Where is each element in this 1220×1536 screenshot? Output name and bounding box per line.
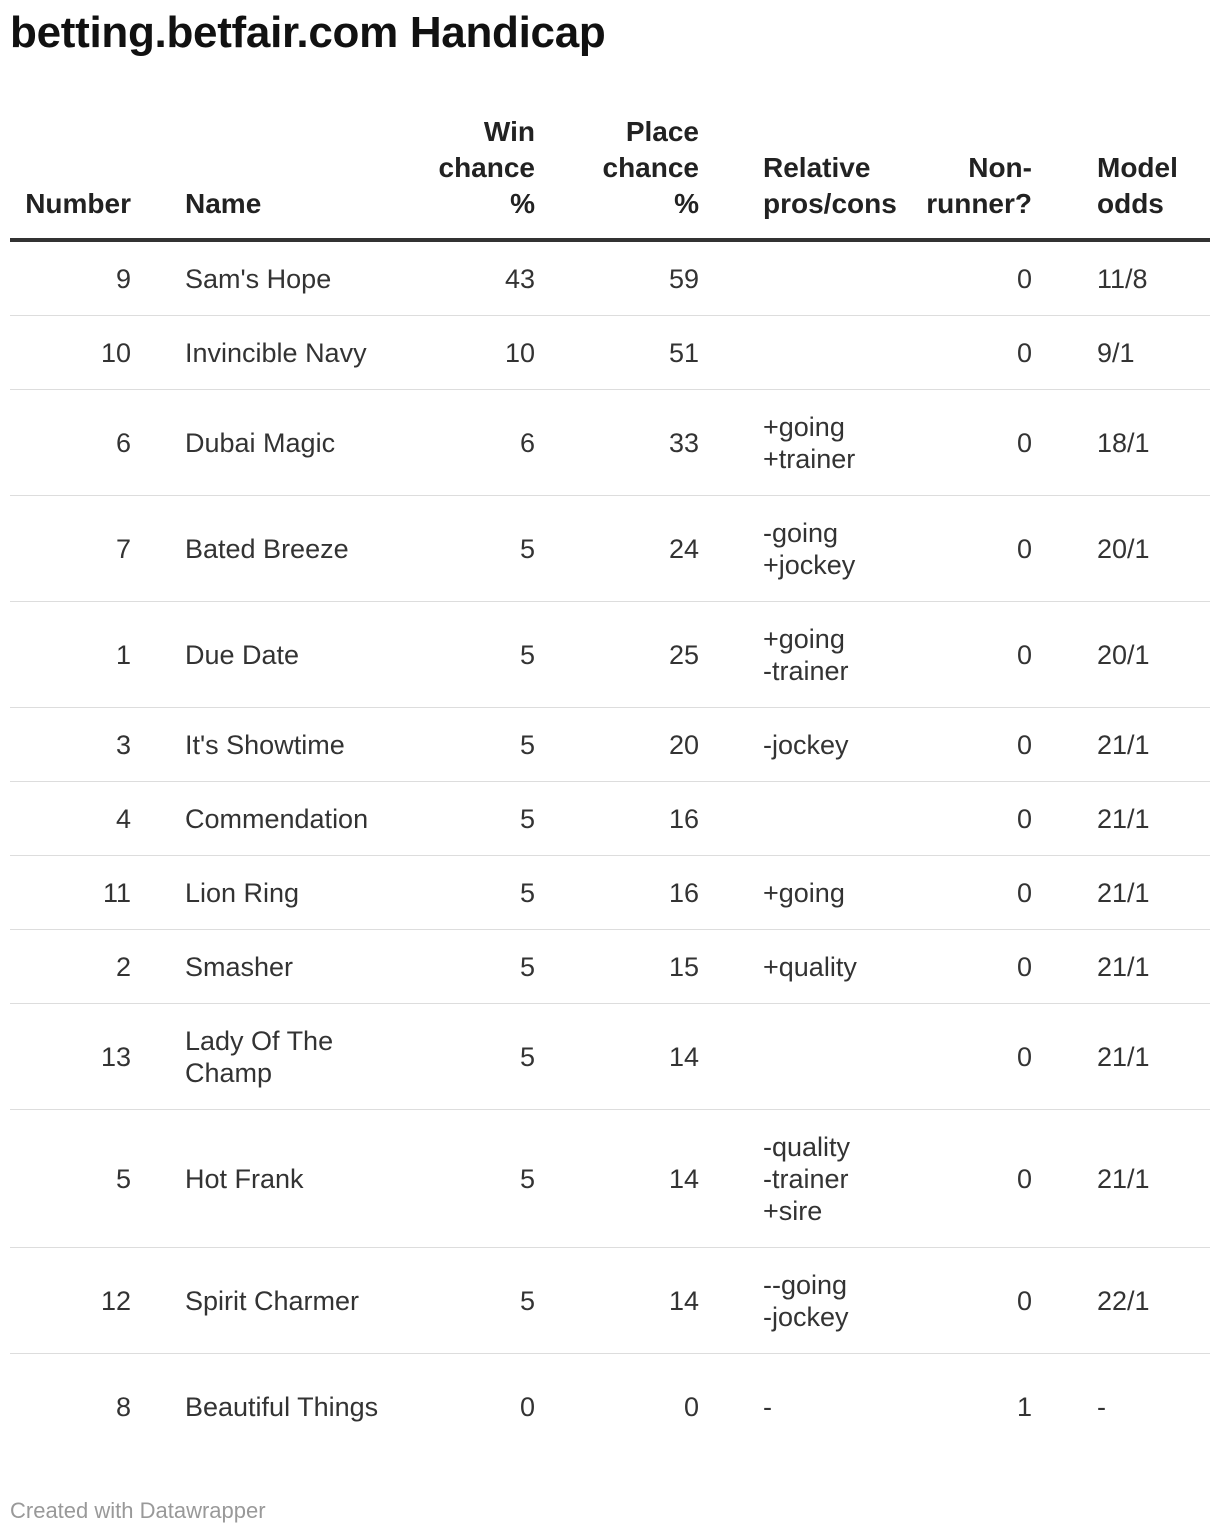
cell-win: 5 — [405, 856, 540, 930]
cell-nonrunner: 0 — [907, 782, 1070, 856]
cell-win: 5 — [405, 930, 540, 1004]
cell-odds: 11/8 — [1070, 240, 1210, 316]
cell-odds: 22/1 — [1070, 1248, 1210, 1354]
cell-name — [185, 390, 405, 496]
cell-odds: 21/1 — [1070, 856, 1210, 930]
cell-win: 5 — [405, 1004, 540, 1110]
cell-pros — [704, 930, 907, 1004]
data-table-container — [10, 114, 1210, 1459]
cell-pros — [704, 240, 907, 316]
cell-odds: 20/1 — [1070, 602, 1210, 708]
pros-cons-item: +jockey — [763, 549, 856, 580]
runner-name: Commendation — [185, 803, 369, 834]
cell-nonrunner: 0 — [907, 930, 1070, 1004]
cell-name — [185, 1248, 405, 1354]
pros-cons-item: +quality — [763, 951, 857, 982]
cell-odds: 18/1 — [1070, 390, 1210, 496]
cell-name — [185, 1354, 405, 1460]
cell-name — [185, 496, 405, 602]
runner-name: Lion Ring — [185, 877, 300, 908]
cell-name — [185, 708, 405, 782]
pros-cons-item: +going — [763, 411, 845, 442]
cell-name — [185, 856, 405, 930]
table-body — [10, 240, 1210, 1459]
cell-odds: 21/1 — [1070, 1110, 1210, 1248]
cell-odds: 21/1 — [1070, 1004, 1210, 1110]
pros-cons-item: +trainer — [763, 443, 856, 474]
runner-name: Bated Breeze — [185, 533, 349, 564]
cell-name — [185, 316, 405, 390]
cell-win: 5 — [405, 496, 540, 602]
table-row — [10, 240, 1210, 316]
cell-pros — [704, 1110, 907, 1248]
table-row — [10, 930, 1210, 1004]
pros-cons-item: -jockey — [763, 1301, 849, 1332]
header-place-chance[interactable]: Place chance % — [540, 114, 704, 240]
cell-pros — [704, 856, 907, 930]
cell-place: 20 — [540, 708, 704, 782]
cell-odds: 21/1 — [1070, 782, 1210, 856]
cell-place: 14 — [540, 1110, 704, 1248]
table-row — [10, 1004, 1210, 1110]
runners-table — [10, 114, 1210, 1459]
cell-place: 14 — [540, 1004, 704, 1110]
cell-place: 16 — [540, 856, 704, 930]
runner-name: Invincible Navy — [185, 337, 367, 368]
cell-win: 10 — [405, 316, 540, 390]
cell-win: 5 — [405, 1248, 540, 1354]
cell-place: 24 — [540, 496, 704, 602]
cell-pros — [704, 602, 907, 708]
cell-number: 2 — [10, 930, 185, 1004]
pros-cons-item: +going — [763, 623, 845, 654]
footer-credit: Created with Datawrapper — [10, 1498, 266, 1523]
cell-number: 6 — [10, 390, 185, 496]
cell-place: 51 — [540, 316, 704, 390]
pros-cons-item: -trainer — [763, 655, 849, 686]
cell-win: 5 — [405, 1110, 540, 1248]
header-name[interactable]: Name — [185, 114, 405, 240]
table-row — [10, 1354, 1210, 1460]
cell-odds: 9/1 — [1070, 316, 1210, 390]
cell-win: 0 — [519, 1391, 535, 1422]
table-row — [10, 496, 1210, 602]
runner-name: Beautiful Things — [185, 1391, 379, 1422]
cell-nonrunner: 0 — [907, 708, 1070, 782]
cell-odds: 21/1 — [1070, 708, 1210, 782]
cell-name — [185, 1004, 405, 1110]
pros-cons-item: +going — [763, 877, 845, 908]
cell-pros — [704, 708, 907, 782]
pros-cons-item: -quality — [763, 1131, 851, 1162]
cell-nonrunner: 0 — [907, 390, 1070, 496]
pros-cons-item: +sire — [763, 1195, 823, 1226]
cell-number: 11 — [10, 856, 185, 930]
cell-nonrunner: 0 — [907, 496, 1070, 602]
header-relative-pros-cons[interactable]: Relative pros/cons — [704, 114, 907, 240]
cell-pros — [704, 1354, 907, 1460]
cell-number: 9 — [10, 240, 185, 316]
cell-win: 43 — [405, 240, 540, 316]
cell-place: 33 — [540, 390, 704, 496]
pros-cons-item: - — [763, 1391, 772, 1422]
pros-cons-item: -jockey — [763, 729, 849, 760]
cell-nonrunner: 0 — [907, 856, 1070, 930]
table-header-row — [10, 114, 1210, 240]
cell-nonrunner: 0 — [907, 1110, 1070, 1248]
cell-number: 5 — [10, 1110, 185, 1248]
cell-nonrunner: 0 — [907, 240, 1070, 316]
cell-name — [185, 782, 405, 856]
table-row — [10, 782, 1210, 856]
runner-name: Hot Frank — [185, 1163, 304, 1194]
cell-win: 5 — [405, 708, 540, 782]
cell-number: 8 — [115, 1391, 131, 1422]
runner-name: It's Showtime — [185, 729, 345, 760]
cell-name — [185, 1110, 405, 1248]
cell-nonrunner: 0 — [907, 316, 1070, 390]
table-row — [10, 1110, 1210, 1248]
runner-name: Due Date — [185, 639, 300, 670]
pros-cons-item: --going — [763, 1269, 848, 1300]
cell-number: 10 — [10, 316, 185, 390]
cell-number: 1 — [10, 602, 185, 708]
cell-number: 12 — [10, 1248, 185, 1354]
table-row — [10, 316, 1210, 390]
cell-pros — [704, 1004, 907, 1110]
cell-number: 3 — [10, 708, 185, 782]
header-number[interactable]: Number — [10, 114, 185, 240]
cell-place: 25 — [540, 602, 704, 708]
cell-pros — [704, 390, 907, 496]
cell-nonrunner: 1 — [1016, 1391, 1032, 1422]
cell-pros — [704, 1248, 907, 1354]
cell-win: 5 — [405, 782, 540, 856]
cell-name — [185, 240, 405, 316]
runner-name: Lady Of The Champ — [185, 1025, 334, 1088]
cell-pros — [704, 782, 907, 856]
cell-number: 13 — [10, 1004, 185, 1110]
pros-cons-item: -trainer — [763, 1163, 849, 1194]
table-row — [10, 708, 1210, 782]
runner-name: Dubai Magic — [185, 427, 336, 458]
header-non-runner[interactable]: Non- runner? — [907, 114, 1070, 240]
header-win-chance[interactable]: Win chance % — [405, 114, 540, 240]
cell-nonrunner: 0 — [907, 602, 1070, 708]
cell-number: 4 — [10, 782, 185, 856]
cell-place: 15 — [540, 930, 704, 1004]
cell-odds: 21/1 — [1070, 930, 1210, 1004]
table-row — [10, 1248, 1210, 1354]
cell-odds: 20/1 — [1070, 496, 1210, 602]
cell-place: 16 — [540, 782, 704, 856]
cell-pros — [704, 316, 907, 390]
header-model-odds[interactable]: Model odds — [1070, 114, 1210, 240]
cell-name — [185, 602, 405, 708]
table-row — [10, 856, 1210, 930]
cell-place: 0 — [683, 1391, 699, 1422]
pros-cons-item: -going — [763, 517, 839, 548]
cell-win: 6 — [405, 390, 540, 496]
cell-nonrunner: 0 — [907, 1004, 1070, 1110]
cell-nonrunner: 0 — [907, 1248, 1070, 1354]
cell-pros — [704, 496, 907, 602]
table-row — [10, 602, 1210, 708]
cell-place: 14 — [540, 1248, 704, 1354]
cell-number: 7 — [10, 496, 185, 602]
cell-odds: - — [1097, 1391, 1106, 1422]
cell-win: 5 — [405, 602, 540, 708]
cell-name — [185, 930, 405, 1004]
runner-name: Spirit Charmer — [185, 1285, 360, 1316]
runner-name: Sam's Hope — [185, 263, 332, 294]
table-row — [10, 390, 1210, 496]
runner-name: Smasher — [185, 951, 294, 982]
chart-title: betting.betfair.com Handicap — [10, 8, 606, 57]
cell-place: 59 — [540, 240, 704, 316]
